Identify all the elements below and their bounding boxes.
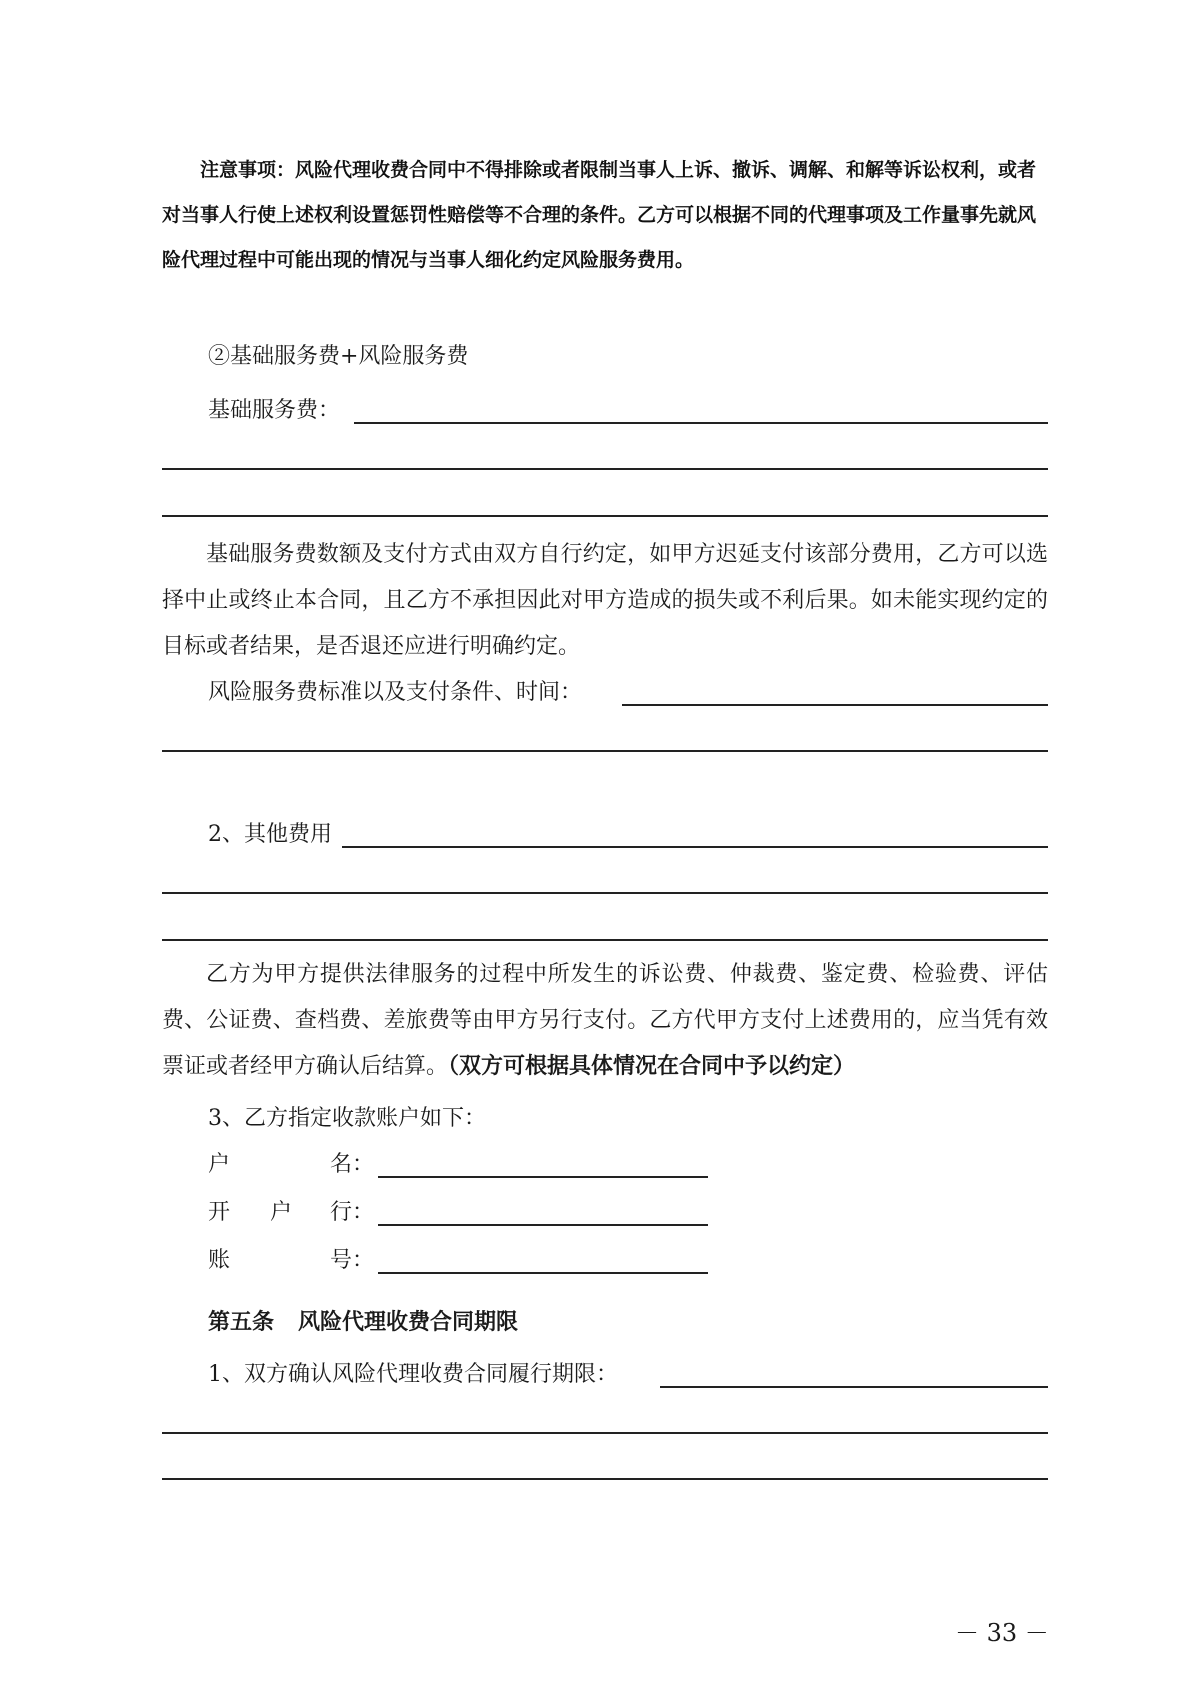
notice-label: 注意事项：: [200, 159, 296, 181]
risk-fee-blank-line[interactable]: [622, 704, 1048, 706]
base-fee-blank-line-3[interactable]: [162, 515, 1048, 517]
account-number-label-a: 账: [208, 1248, 231, 1273]
notice-paragraph: [162, 148, 1048, 283]
base-fee-label: 基础服务费：: [208, 398, 341, 423]
option2-heading: ②基础服务费+风险服务费: [208, 344, 469, 369]
account-name-label-b: 名：: [330, 1152, 375, 1177]
other-fees-blank-line-3[interactable]: [162, 939, 1048, 941]
account-bank-label-c: 行：: [330, 1200, 375, 1225]
account-bank-label-a: 开: [208, 1200, 231, 1225]
article5-term-blank-line-3[interactable]: [162, 1478, 1048, 1480]
article5-term-blank-line-2[interactable]: [162, 1432, 1048, 1434]
base-fee-blank-line-2[interactable]: [162, 468, 1048, 470]
article5-term-label: 1、双方确认风险代理收费合同履行期限：: [208, 1362, 618, 1387]
account-number-label-b: 号：: [330, 1248, 375, 1273]
risk-fee-blank-line-2[interactable]: [162, 750, 1048, 752]
other-fees-paragraph: [162, 952, 1048, 1090]
risk-fee-label: 风险服务费标准以及支付条件、时间：: [208, 680, 583, 705]
other-fees-note: （双方可根据具体情况在合同中予以约定）: [448, 1054, 856, 1079]
base-fee-paragraph: 基础服务费数额及支付方式由双方自行约定，如甲方迟延支付该部分费用，乙方可以选择中止或终止本合同，且乙方不承担因此对甲方造成的损失或不利后果。如未能实现约定的目标或者结果，是否退还应进行明确约定。: [162, 542, 1048, 659]
account-name-label-a: 户: [208, 1152, 231, 1177]
article5-heading: [208, 1308, 518, 1338]
other-fees-blank-line-2[interactable]: [162, 892, 1048, 894]
article5-number: 第五条: [208, 1310, 275, 1335]
article5-title: 风险代理收费合同期限: [298, 1310, 519, 1335]
account-heading: 3、乙方指定收款账户如下：: [208, 1106, 486, 1131]
account-bank-blank-line[interactable]: [378, 1224, 708, 1226]
account-name-blank-line[interactable]: [378, 1176, 708, 1178]
account-bank-label-b: 户: [270, 1200, 293, 1225]
account-number-blank-line[interactable]: [378, 1272, 708, 1274]
other-fees-text: 乙方为甲方提供法律服务的过程中所发生的诉讼费、仲裁费、鉴定费、检验费、评估费、公证费、查档费、差旅费等由甲方另行支付。乙方代甲方支付上述费用的，应当凭有效票证或者经甲方确认后结算。: [162, 962, 1048, 1079]
other-fees-blank-line[interactable]: [342, 846, 1048, 848]
notice-text: 风险代理收费合同中不得排除或者限制当事人上诉、撤诉、调解、和解等诉讼权利，或者对当事人行使上述权利设置惩罚性赔偿等不合理的条件。乙方可以根据不同的代理事项及工作量事先就风险代理过程中可能出现的情况与当事人细化约定风险服务费用。: [162, 159, 1037, 271]
article5-term-blank-line[interactable]: [660, 1386, 1048, 1388]
base-fee-blank-line[interactable]: [354, 422, 1048, 424]
other-fees-label: 2、其他费用: [208, 822, 332, 847]
page-number: － 33 －: [955, 1619, 1049, 1647]
